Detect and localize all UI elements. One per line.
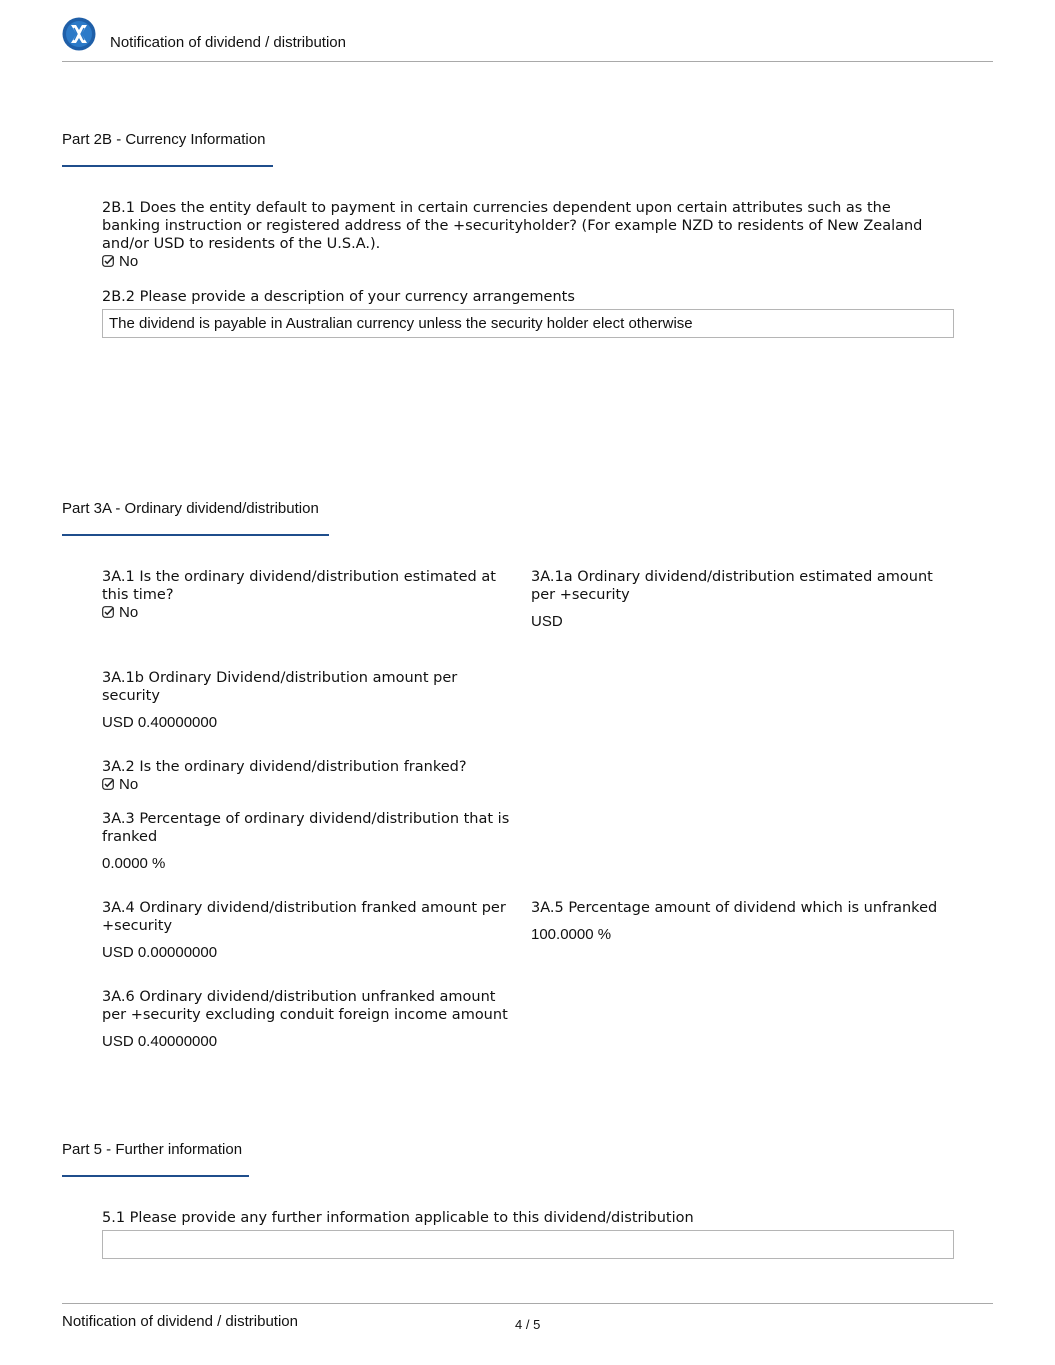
question-2b-2: 2B.2 Please provide a description of your currency arrangements bbox=[102, 289, 575, 305]
question-3a-6: 3A.6 Ordinary dividend/distribution unfranked amount per +security excluding conduit foreign income amount bbox=[102, 989, 508, 1023]
answer-3a-2-value: No bbox=[119, 776, 139, 793]
section-underline-part-2b bbox=[62, 165, 273, 167]
header-divider bbox=[62, 61, 993, 62]
answer-2b-1 bbox=[102, 253, 138, 272]
question-5-1: 5.1 Please provide any further information applicable to this dividend/distribution bbox=[102, 1210, 694, 1226]
further-information-field bbox=[102, 1230, 954, 1259]
question-2b-1: 2B.1 Does the entity default to payment in certain currencies dependent upon certain attributes such as the banking instruction or registered address of the +securityholder? (For example NZD to residents of New Zealand and/or USD to residents of the U.S.A.). bbox=[102, 200, 923, 252]
checkbox-checked-icon bbox=[102, 254, 114, 272]
section-underline-part-5 bbox=[62, 1175, 249, 1177]
question-3a-5: 3A.5 Percentage amount of dividend which is unfranked bbox=[531, 900, 938, 916]
section-title-part-2b: Part 2B - Currency Information bbox=[62, 131, 266, 148]
answer-3a-6: USD 0.40000000 bbox=[102, 1033, 218, 1050]
question-3a-1a: 3A.1a Ordinary dividend/distribution estimated amount per +security bbox=[531, 569, 933, 603]
answer-3a-1-value: No bbox=[119, 604, 139, 621]
answer-3a-4: USD 0.00000000 bbox=[102, 944, 218, 961]
answer-3a-1a: USD bbox=[531, 613, 563, 630]
checkbox-checked-icon bbox=[102, 605, 114, 623]
question-3a-2: 3A.2 Is the ordinary dividend/distribution franked? bbox=[102, 759, 467, 775]
section-title-part-3a: Part 3A - Ordinary dividend/distribution bbox=[62, 500, 319, 517]
footer-divider bbox=[62, 1303, 993, 1304]
page-number: 4 / 5 bbox=[515, 1317, 541, 1332]
answer-2b-1-value: No bbox=[119, 253, 139, 270]
currency-arrangements-field: The dividend is payable in Australian currency unless the security holder elect otherwise bbox=[102, 309, 954, 338]
answer-3a-2 bbox=[102, 776, 138, 795]
question-3a-3: 3A.3 Percentage of ordinary dividend/distribution that is franked bbox=[102, 811, 510, 845]
question-3a-1: 3A.1 Is the ordinary dividend/distribution estimated at this time? bbox=[102, 569, 496, 603]
answer-3a-1b: USD 0.40000000 bbox=[102, 714, 218, 731]
answer-3a-5: 100.0000 % bbox=[531, 926, 612, 943]
asx-logo-icon bbox=[62, 17, 96, 51]
section-title-part-5: Part 5 - Further information bbox=[62, 1141, 243, 1158]
question-3a-1b: 3A.1b Ordinary Dividend/distribution amount per security bbox=[102, 670, 458, 704]
header-title: Notification of dividend / distribution bbox=[110, 34, 346, 51]
question-3a-4: 3A.4 Ordinary dividend/distribution franked amount per +security bbox=[102, 900, 506, 934]
answer-3a-3: 0.0000 % bbox=[102, 855, 166, 872]
footer-title: Notification of dividend / distribution bbox=[62, 1313, 298, 1330]
section-underline-part-3a bbox=[62, 534, 329, 536]
answer-3a-1 bbox=[102, 604, 138, 623]
checkbox-checked-icon bbox=[102, 777, 114, 795]
